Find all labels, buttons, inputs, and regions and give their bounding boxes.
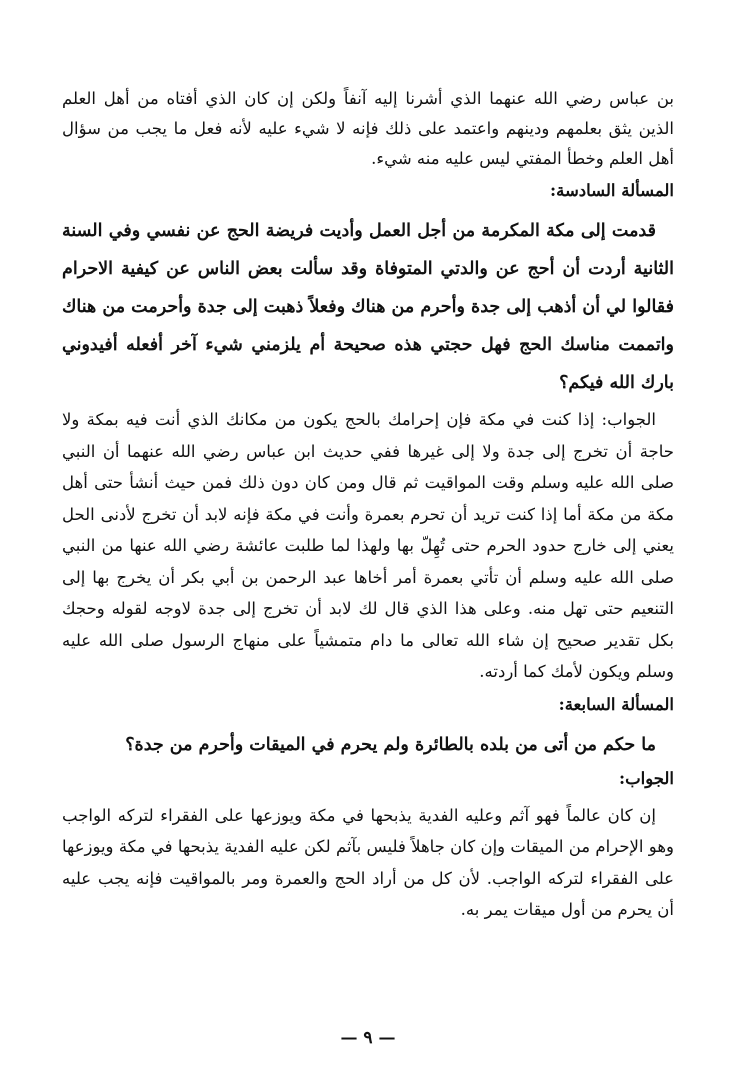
section6-question: قدمت إلى مكة المكرمة من أجل العمل وأديت فريضة الحج عن نفسي وفي السنة الثانية أردت أن أحج عن والدتي المتوفاة وقد سألت بعض الناس عن كيفية الاحرام فقالوا لي أن أذهب إلى جدة وأحرم من هناك وفعلاً ذهبت إلى جدة وأحرمت من هناك واتممت مناسك الحج فهل حجتي هذه صحيحة أم يلزمني شيء آخر أفعله أفيدوني بارك الله فيكم؟ bbox=[62, 221, 674, 393]
answer-label: الجواب: bbox=[619, 768, 674, 788]
section7-question: ما حكم من أتى من بلده بالطائرة ولم يحرم في الميقات وأحرم من جدة؟ bbox=[125, 734, 656, 755]
section7-heading: المسألة السابعة: bbox=[558, 694, 674, 714]
page-number: — ٩ — bbox=[340, 1028, 396, 1048]
section7-answer: إن كان عالماً فهو آثم وعليه الفدية يذبحها في مكة ويوزعها على الفقراء لتركه الواجب وهو الإحرام من الميقات وإن كان جاهلاً فليس بآثم لكن عليه الفدية يذبحها في مكة ويوزعها على الفقراء لتركه الواجب. لأن كل من أراد الحج والعمرة ومر بالمواقيت فإنه يجب عليه أن يحرم من أول ميقات يمر به. bbox=[62, 805, 674, 919]
section6-answer: الجواب: إذا كنت في مكة فإن إحرامك بالحج يكون من مكانك الذي أنت فيه بمكة ولا حاجة أن تخرج إلى جدة ولا إلى غيرها ففي حديث ابن عباس رضي الله عنهما أن النبي صلى الله عليه وسلم وقت المواقيت ثم قال ومن كان دون ذلك فمن حيث أنشأ حتى أهل مكة من مكة أما إذا كنت تريد أن تحرم بعمرة وأنت في مكة فإنه لابد أن تخرج لأدنى الحل يعني إلى خارج حدود الحرم حتى تُهِلّ بها ولهذا لما طلبت عائشة رضي الله عنها من النبي صلى الله عليه وسلم أن تأتي بعمرة أمر أخاها عبد الرحمن بن أبي بكر أن يخرج بها إلى التنعيم حتى تهل منه. وعلى هذا الذي قال لك لابد أن تخرج إلى جدة لاوجه لقوله وحجك بكل تقدير صحيح إن شاء الله تعالى ما دام متمشياً على منهاج الرسول صلى الله عليه وسلم ويكون لأمك كما أردته. bbox=[62, 410, 674, 681]
section6-heading: المسألة السادسة: bbox=[550, 181, 674, 200]
page-content bbox=[62, 84, 674, 926]
opening-paragraph: بن عباس رضي الله عنهما الذي أشرنا إليه آنفاً ولكن إن كان الذي أفتاه من أهل العلم الذين يثق بعلمهم ودينهم واعتمد على ذلك فإنه لا شيء عليه لأنه فعل ما يجب من سؤال أهل العلم وخطأ المفتي ليس عليه منه شيء. bbox=[62, 89, 674, 168]
